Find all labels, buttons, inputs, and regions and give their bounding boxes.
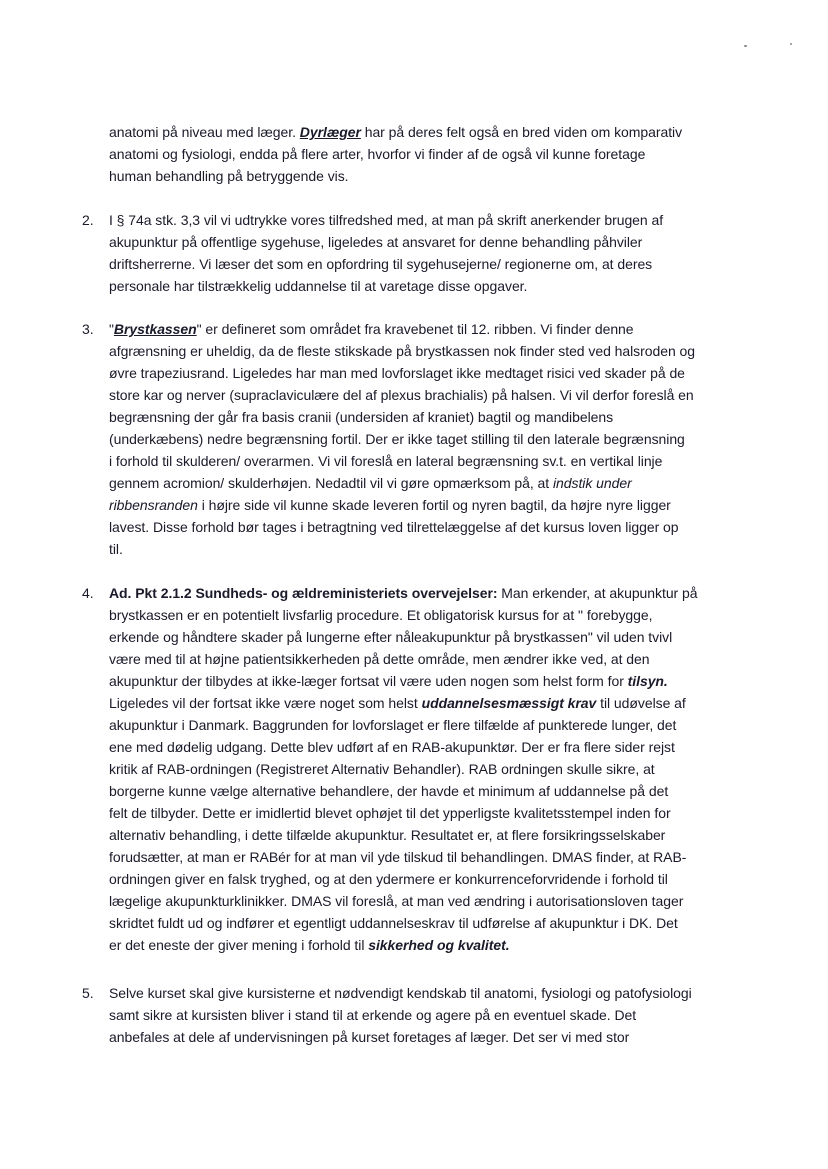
list-item-4: [109, 582, 754, 956]
bold-heading: Ad. Pkt 2.1.2 Sundheds- og ældreministeriets overvejelser:: [109, 585, 498, 601]
text: er det eneste der giver mening i forhold til: [109, 937, 365, 953]
text: " er defineret som området fra kravebenet til 12. ribben. Vi finder denne: [196, 321, 634, 337]
text-line: driftsherrerne. Vi læser det som en opfordring til sygehusejerne/ regionerne om, at deres: [109, 256, 653, 272]
text-line: lavest. Disse forhold bør tages i betragtning ved tilrettelæggelse af det kursus loven ligger op: [109, 519, 679, 535]
text-line: store kar og nerver (supraclaviculære del af plexus brachialis) på halsen. Vi vil derfor foreslå en: [109, 387, 694, 403]
text-line: begrænsning der går fra basis cranii (undersiden af kraniet) bagtil og mandibelens: [109, 409, 614, 425]
italic-text: ribbensranden: [109, 497, 198, 513]
text-line: forudsætter, at man er RABér for at man vil yde tilskud til behandlingen. DMAS finder, at RAB-: [109, 849, 687, 865]
text-line: lægelige akupunkturklinikker. DMAS vil foreslå, at man ved ændring i autorisationsloven tager: [109, 893, 684, 909]
text-line: skridtet fuldt ud og indfører et egentligt uddannelseskrav til udførelse af akupunktur i DK. Det: [109, 915, 678, 931]
emphasis-text: sikkerhed og kvalitet.: [368, 937, 510, 953]
text: i højre side vil kunne skade leveren fortil og nyren bagtil, da højre nyre ligger: [197, 497, 671, 513]
text-line: øvre trapeziusrand. Ligeledes har man med lovforslaget ikke medtaget risici ved skader på de: [109, 365, 685, 381]
emphasis-text: tilsyn.: [627, 673, 668, 689]
emphasis-text: Dyrlæger: [299, 124, 361, 140]
emphasis-text: Brystkassen: [113, 321, 197, 337]
text-line: til.: [109, 541, 123, 557]
list-number: 4.: [82, 585, 94, 601]
text: gennem acromion/ skulderhøjen. Nedadtil vil vi gøre opmærksom på, at: [109, 475, 550, 491]
text-line: personale har tilstrækkelig uddannelse til at varetage disse opgaver.: [109, 278, 528, 294]
list-number: 3.: [82, 321, 94, 337]
text-line: samt sikre at kursisten bliver i stand til at erkende og agere på en eventuel skade. Det: [109, 1007, 637, 1023]
list-item-2: [109, 209, 754, 297]
list-number: 5.: [82, 985, 94, 1001]
text-line: felt de tilbyder. Dette er imidlertid blevet ophøjet til det ypperligste kvalitetsstempel inden for: [109, 805, 671, 821]
text-line: I § 74a stk. 3,3 vil vi udtrykke vores tilfredshed med, at man på skrift anerkender brugen af: [109, 212, 664, 228]
text-line: (underkæbens) nedre begrænsning fortil. Der er ikke taget stilling til den laterale begrænsning: [109, 431, 685, 447]
text-line: borgerne kunne vælge alternative behandlere, der havde et minimum af uddannelse på det: [109, 783, 669, 799]
text-line: ordningen giver en falsk tryghed, og at den ydermere er konkurrenceforvridende i forhold til: [109, 871, 668, 887]
text-line: i forhold til skulderen/ overarmen. Vi vil foreslå en lateral begrænsning sv.t. en vertikal linje: [109, 453, 663, 469]
text: anatomi på niveau med læger.: [109, 124, 296, 140]
text-line: være med til at højne patientsikkerheden på dette område, men ændrer ikke ved, at den: [109, 651, 650, 667]
text-line: brystkassen er en potentielt livsfarlig procedure. Et obligatorisk kursus for at " forebygge,: [109, 607, 653, 623]
paragraph-continuation: [109, 121, 754, 187]
list-item-3: [109, 318, 754, 560]
scan-speck: [744, 45, 747, 47]
emphasis-text: uddannelsesmæssigt krav: [421, 695, 597, 711]
text: til udøvelse af: [600, 695, 686, 711]
text: ": [109, 321, 114, 337]
text-line: ene med dødelig udgang. Dette blev udført af en RAB-akupunktør. Der er fra flere sider rejst: [109, 739, 675, 755]
text: Man erkender, at akupunktur på: [497, 585, 698, 601]
list-number: 2.: [82, 212, 94, 228]
text-line: akupunktur på offentlige sygehuse, ligeledes at ansvaret for denne behandling påhviler: [109, 234, 643, 250]
italic-text: indstik under: [552, 475, 632, 491]
scan-speck: [790, 43, 792, 45]
text-line: akupunktur i Danmark. Baggrunden for lovforslaget er flere tilfælde af punkterede lunger, det: [109, 717, 677, 733]
text-line: Selve kurset skal give kursisterne et nødvendigt kendskab til anatomi, fysiologi og patofysiologi: [109, 985, 692, 1001]
text-line: kritik af RAB-ordningen (Registreret Alternativ Behandler). RAB ordningen skulle sikre, at: [109, 761, 655, 777]
text-line: alternativ behandling, i dette tilfælde akupunktur. Resultatet er, at flere forsikringsselskaber: [109, 827, 666, 843]
text-line: afgrænsning er uheldig, da de fleste stikskade på brystkassen nok finder sted ved halsroden og: [109, 343, 695, 359]
text: akupunktur der tilbydes at ikke-læger fortsat vil være uden nogen som helst form for: [109, 673, 624, 689]
text-line: anbefales at dele af undervisningen på kurset foretages af læger. Det ser vi med stor: [109, 1029, 630, 1045]
text-line: erkende og håndtere skader på lungerne efter nåleakupunktur på brystkassen" vil uden tvivl: [109, 629, 673, 645]
list-item-5: [109, 982, 754, 1048]
text-line: anatomi og fysiologi, endda på flere arter, hvorfor vi finder af de også vil kunne foretage: [109, 146, 646, 162]
text-line: human behandling på betryggende vis.: [109, 168, 349, 184]
text: har på deres felt også en bred viden om komparativ: [364, 124, 683, 140]
text: Ligeledes vil der fortsat ikke være noget som helst: [109, 695, 418, 711]
